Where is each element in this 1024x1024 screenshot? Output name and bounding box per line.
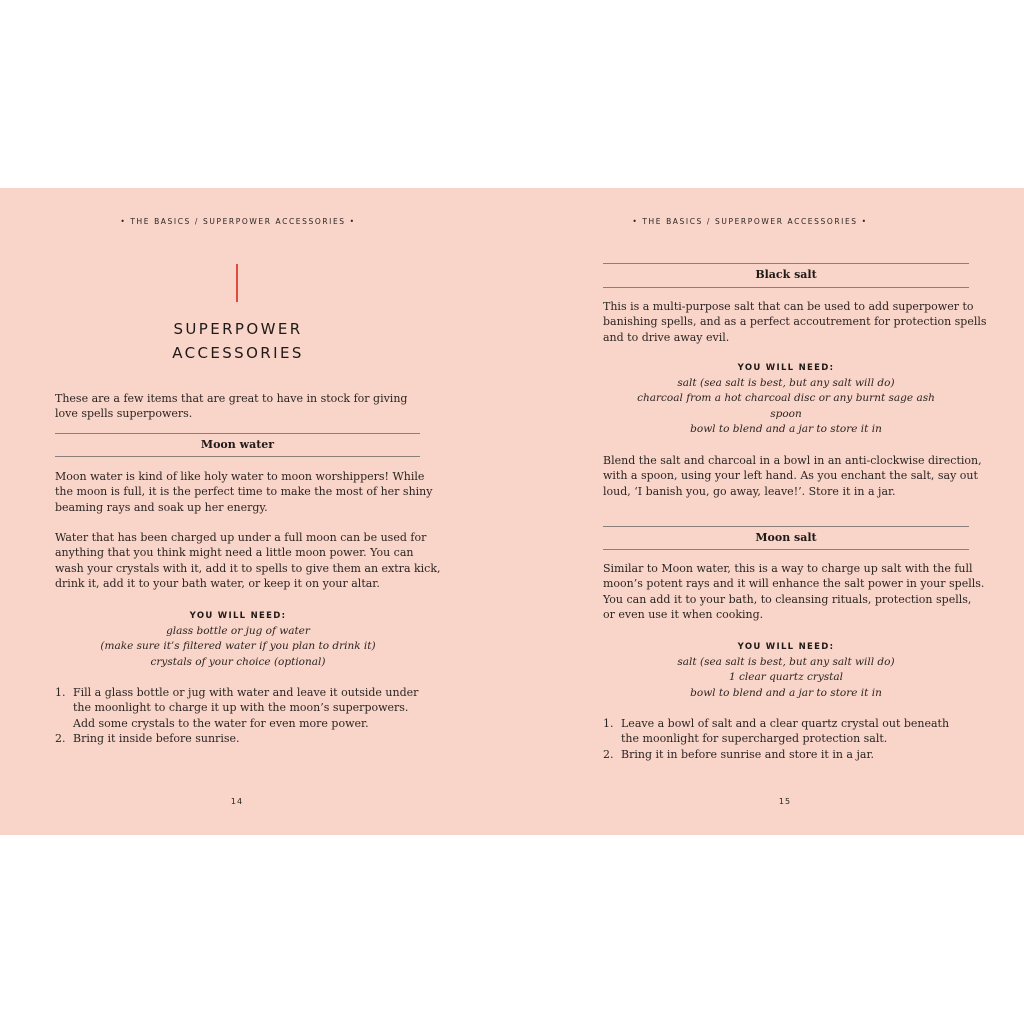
- ingredients-list: [606, 655, 966, 701]
- step-item: [55, 685, 425, 731]
- section-heading: Moon salt: [755, 531, 817, 544]
- chapter-title: [108, 317, 368, 365]
- text-line: anything that you think might need a little moon power. You can: [55, 546, 414, 560]
- text-line: loud, ‘I banish you, go away, leave!’. Store it in a jar.: [603, 484, 896, 498]
- ingredient: bowl to blend and a jar to store it in: [690, 686, 882, 699]
- text-line: love spells superpowers.: [55, 407, 193, 421]
- steps-list: [55, 685, 425, 747]
- ingredient: charcoal from a hot charcoal disc or any burnt sage ash: [637, 392, 935, 405]
- body-paragraph: [603, 453, 983, 499]
- body-paragraph: [603, 561, 983, 623]
- text-line: moon’s potent rays and it will enhance the salt power in your spells.: [603, 577, 985, 591]
- page-number: 15: [778, 797, 792, 806]
- ingredient: spoon: [770, 407, 802, 420]
- text-line: the moon is full, it is the perfect time to make the most of her shiny: [55, 485, 433, 499]
- text-line: These are a few items that are great to have in stock for giving: [55, 392, 408, 405]
- text-line: with a spoon, using your left hand. As you enchant the salt, say out: [603, 469, 978, 483]
- text-line: Leave a bowl of salt and a clear quartz crystal out beneath: [621, 717, 950, 730]
- text-line: Bring it in before sunrise and store it in a jar.: [621, 747, 875, 761]
- step-item: [55, 731, 425, 746]
- text-line: the moonlight for supercharged protection salt.: [621, 732, 888, 746]
- ingredient: salt (sea salt is best, but any salt will do): [677, 656, 895, 668]
- text-line: beaming rays and soak up her energy.: [55, 500, 268, 514]
- step-number: 1.: [55, 686, 66, 699]
- ingredients-list: [68, 624, 408, 670]
- text-line: Blend the salt and charcoal in a bowl in an anti-clockwise direction,: [603, 454, 982, 467]
- step-number: 2.: [55, 732, 66, 746]
- step-item: [603, 716, 983, 747]
- you-will-need-label: YOU WILL NEED:: [737, 642, 835, 652]
- right-page: [512, 188, 1024, 835]
- section-rule: [603, 526, 969, 527]
- ingredients-list: [606, 376, 966, 438]
- section-rule: [603, 549, 969, 550]
- section-rule: [603, 287, 969, 288]
- accent-rule: [236, 264, 238, 302]
- chapter-title-line: ACCESSORIES: [172, 344, 304, 362]
- running-head: • THE BASICS / SUPERPOWER ACCESSORIES •: [632, 217, 868, 226]
- steps-list: [603, 716, 983, 762]
- step-number: 1.: [603, 717, 614, 730]
- section-rule: [603, 263, 969, 264]
- ingredient: 1 clear quartz crystal: [729, 671, 843, 684]
- section-rule: [55, 456, 420, 457]
- ingredient: glass bottle or jug of water: [166, 625, 310, 637]
- body-paragraph: [603, 299, 987, 345]
- page-number: 14: [230, 797, 244, 806]
- running-head: • THE BASICS / SUPERPOWER ACCESSORIES •: [120, 217, 356, 226]
- text-line: banishing spells, and as a perfect accoutrement for protection spells: [603, 315, 987, 329]
- text-line: Similar to Moon water, this is a way to charge up salt with the full: [603, 562, 973, 575]
- body-paragraph: [55, 530, 441, 592]
- step-number: 2.: [603, 747, 614, 761]
- ingredient: salt (sea salt is best, but any salt will do): [677, 377, 895, 389]
- ingredient: crystals of your choice (optional): [150, 655, 326, 668]
- text-line: wash your crystals with it, add it to spells to give them an extra kick,: [55, 561, 441, 575]
- text-line: or even use it when cooking.: [603, 608, 764, 622]
- text-line: Add some crystals to the water for even more power.: [73, 716, 369, 730]
- text-line: You can add it to your bath, to cleansing rituals, protection spells,: [603, 592, 972, 606]
- body-paragraph: [55, 469, 433, 515]
- section-heading: Moon water: [200, 438, 275, 451]
- text-line: Water that has been charged up under a full moon can be used for: [55, 531, 427, 544]
- you-will-need-label: YOU WILL NEED:: [737, 363, 835, 373]
- step-item: [603, 747, 983, 762]
- intro-paragraph: [55, 391, 415, 422]
- text-line: the moonlight to charge it up with the moon’s superpowers.: [73, 701, 409, 715]
- text-line: drink it, add it to your bath water, or keep it on your altar.: [55, 577, 380, 591]
- chapter-title-line: SUPERPOWER: [173, 320, 303, 338]
- text-line: Bring it inside before sunrise.: [73, 732, 240, 746]
- text-line: Moon water is kind of like holy water to moon worshippers! While: [55, 470, 425, 483]
- section-rule: [55, 433, 420, 434]
- section-heading: Black salt: [755, 268, 817, 281]
- text-line: This is a multi-purpose salt that can be used to add superpower to: [603, 300, 974, 313]
- you-will-need-label: YOU WILL NEED:: [189, 611, 287, 621]
- left-page: [0, 188, 512, 835]
- book-spread: [0, 188, 1024, 835]
- ingredient: (make sure it’s filtered water if you plan to drink it): [100, 640, 376, 653]
- text-line: and to drive away evil.: [603, 330, 730, 344]
- ingredient: bowl to blend and a jar to store it in: [690, 423, 882, 436]
- text-line: Fill a glass bottle or jug with water and leave it outside under: [73, 686, 419, 699]
